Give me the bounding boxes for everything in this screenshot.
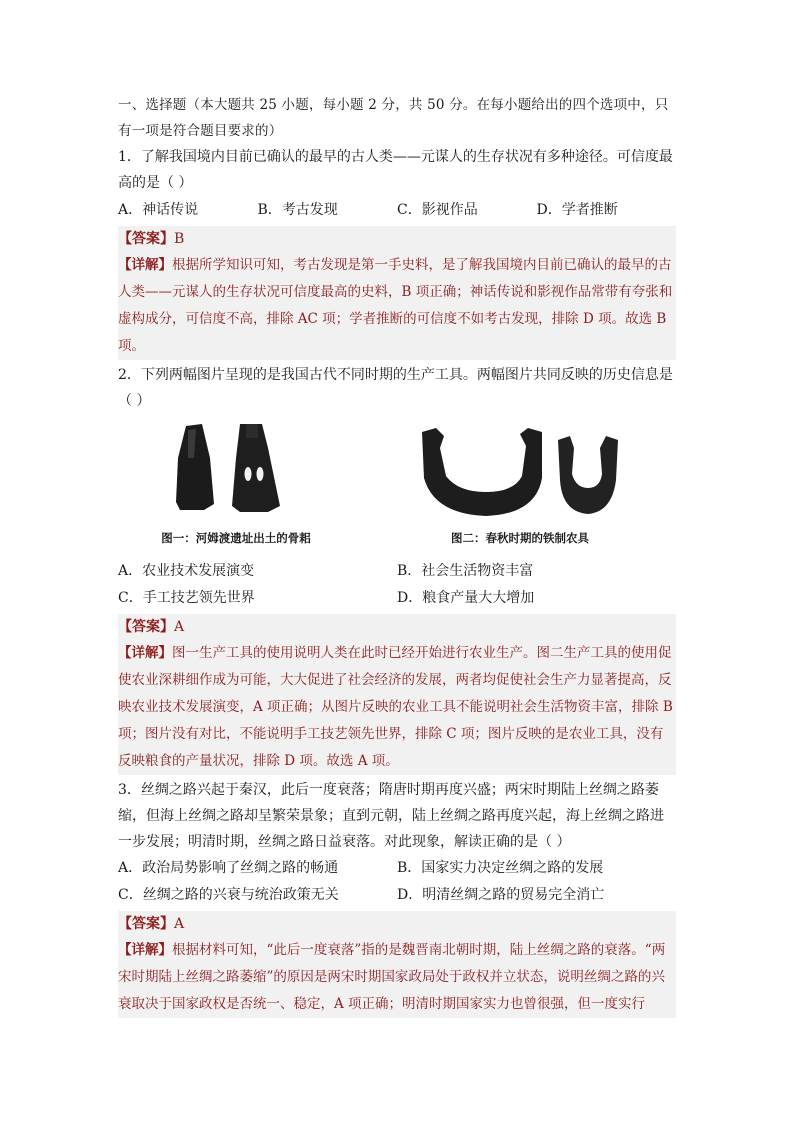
q2-option-b: B．社会生活物资丰富 xyxy=(397,563,534,579)
figure-1-caption: 图一：河姆渡遗址出土的骨耜 xyxy=(161,531,311,545)
q2-option-c: C．手工技艺领先世界 xyxy=(118,590,255,606)
question-2-stem: 2．下列两幅图片呈现的是我国古代不同时期的生产工具。两幅图片共同反映的历史信息是（ ） xyxy=(118,367,673,409)
figure-2 xyxy=(410,418,630,546)
q1-explain-tag: 【详解】 xyxy=(118,257,172,273)
q1-option-a: A．神话传说 xyxy=(118,202,199,218)
iron-tools-image xyxy=(410,418,630,528)
q1-answer-value: B xyxy=(174,231,185,247)
q1-option-c: C．影视作品 xyxy=(397,202,478,218)
q1-option-b: B．考古发现 xyxy=(257,202,338,218)
question-3-options-row-2 xyxy=(118,882,676,909)
figure-2-caption: 图二：春秋时期的铁制农具 xyxy=(451,531,589,545)
q3-explanation xyxy=(118,937,676,1018)
q2-answer-value: A xyxy=(174,619,185,635)
section-title: 一、选择题（本大题共 25 小题，每小题 2 分，共 50 分。在每小题给出的四个选项中，只有一项是符合题目要求的） xyxy=(118,97,669,139)
question-3-answer-box xyxy=(118,911,676,1018)
question-1-stem: 1．了解我国境内目前已确认的最早的古人类——元谋人的生存状况有多种途径。可信度最高的是（ ） xyxy=(118,149,673,191)
question-2-answer-box xyxy=(118,614,676,775)
q2-answer xyxy=(118,614,676,640)
question-2-options-row-2 xyxy=(118,585,676,612)
q3-option-d: D．明清丝绸之路的贸易完全消亡 xyxy=(397,887,605,903)
q2-explanation xyxy=(118,640,676,775)
q3-explain-text: 根据材料可知，“此后一度衰落”指的是魏晋南北朝时期，陆上丝绸之路的衰落。“两宋时期陆上丝绸之路萎缩”的原因是两宋时期国家政局处于政权并立状态，说明丝绸之路的兴衰取决于国家政权是否统一、稳定，A 项正确；明清时期国家实力也曾很强，但一度实行 xyxy=(118,942,666,1012)
question-3-stem: 3．丝绸之路兴起于秦汉，此后一度衰落；隋唐时期再度兴盛；两宋时期陆上丝绸之路萎缩，但海上丝绸之路却呈繁荣景象；直到元朝，陆上丝绸之路再度兴起，海上丝绸之路进一步发展；明清时期，丝绸之路日益衰落。对此现象，解读正确的是（ ） xyxy=(118,782,664,850)
page-content xyxy=(118,92,676,1020)
q3-answer xyxy=(118,911,676,937)
q3-option-c: C．丝绸之路的兴衰与统治政策无关 xyxy=(118,887,339,903)
question-3-options-row-1 xyxy=(118,855,676,882)
question-2-options-row-1 xyxy=(118,558,676,585)
question-2-figures xyxy=(118,418,676,558)
q1-answer xyxy=(118,226,676,252)
q1-answer-tag: 【答案】 xyxy=(118,231,174,247)
q2-option-a: A．农业技术发展演变 xyxy=(118,563,255,579)
q3-option-a: A．政治局势影响了丝绸之路的畅通 xyxy=(118,860,339,876)
q1-explanation xyxy=(118,252,676,360)
q3-option-b: B．国家实力决定丝绸之路的发展 xyxy=(397,860,604,876)
q3-answer-value: A xyxy=(174,916,185,932)
q2-option-d: D．粮食产量大大增加 xyxy=(397,590,535,606)
q2-answer-tag: 【答案】 xyxy=(118,619,174,635)
q2-explain-tag: 【详解】 xyxy=(118,645,172,661)
question-1-options xyxy=(118,196,676,224)
bone-spade-image xyxy=(136,418,336,528)
q3-answer-tag: 【答案】 xyxy=(118,916,174,932)
q3-explain-tag: 【详解】 xyxy=(118,942,172,958)
figure-1 xyxy=(136,418,336,546)
question-1-answer-box xyxy=(118,226,676,360)
q1-explain-text: 根据所学知识可知，考古发现是第一手史料，是了解我国境内目前已确认的最早的古人类——元谋人的生存状况可信度最高的史料，B 项正确；神话传说和影视作品常带有夸张和虚构成分，可信度不高，排除 AC 项；学者推断的可信度不如考古发现，排除 D 项。故选 B 项。 xyxy=(118,257,673,354)
q1-option-d: D．学者推断 xyxy=(536,202,618,218)
q2-explain-text: 图一生产工具的使用说明人类在此时已经开始进行农业生产。图二生产工具的使用促使农业深耕细作成为可能，大大促进了社会经济的发展，两者均促使社会生产力显著提高，反映农业技术发展演变，A 项正确；从图片反映的农业工具不能说明社会生活物资丰富，排除 B 项；图片没有对比，不能说明手工技艺领先世界，排除 C 项；图片反映的是农业工具，没有反映粮食的产量状况，排除 D 项。故选 A 项。 xyxy=(118,645,673,769)
